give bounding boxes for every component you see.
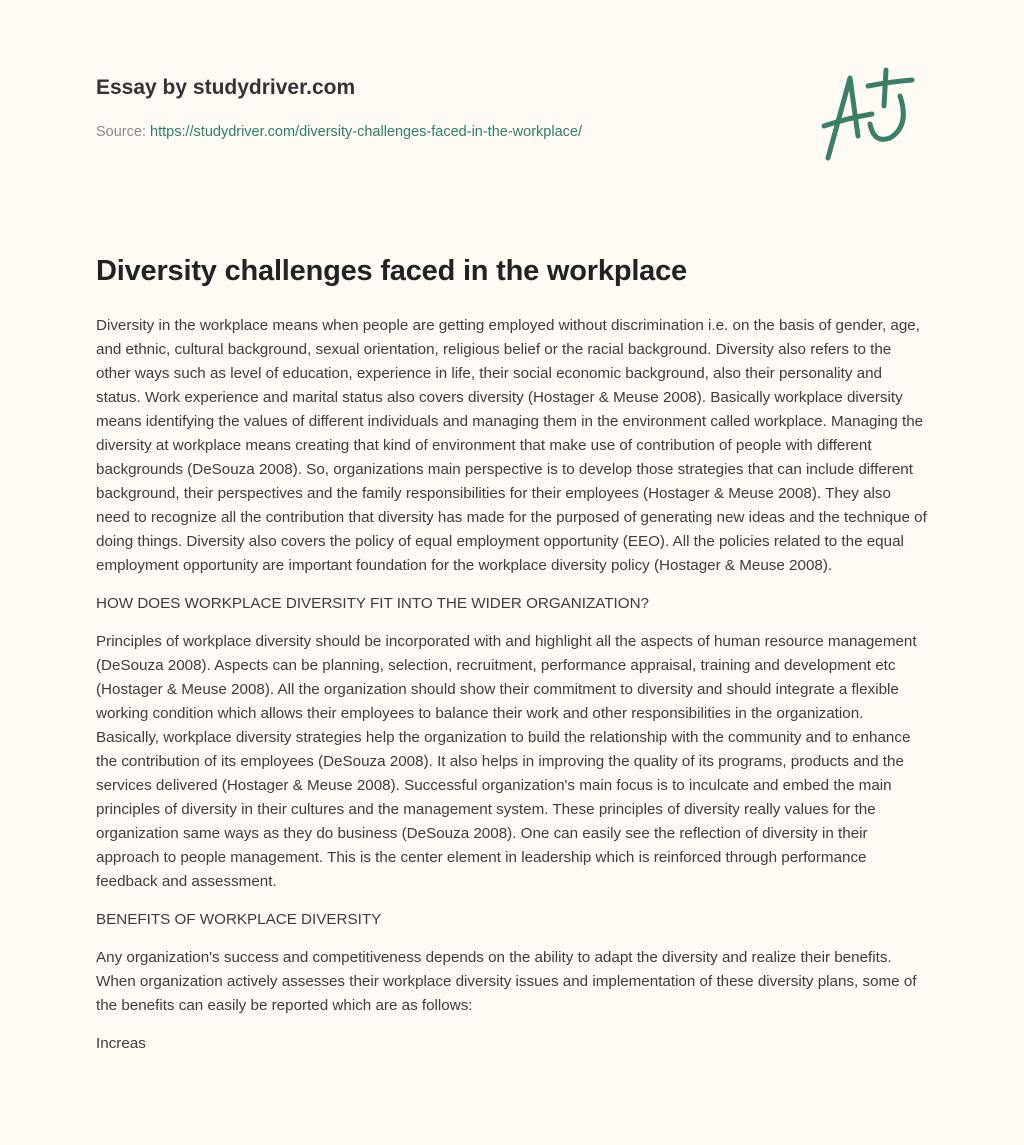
paragraph-benefits: Any organization's success and competitiveness depends on the ability to adapt the diversity and realize their benefits. When organization actively assesses their workplace diversity issues and implementation of these diversity plans, some of the benefits can easily be reported which are as follows: <box>96 949 917 1014</box>
paragraph-truncated: Increas <box>96 1035 146 1052</box>
a-plus-logo-icon <box>818 66 928 166</box>
essay-body <box>96 255 928 1070</box>
source-link[interactable]: https://studydriver.com/diversity-challenges-faced-in-the-workplace/ <box>150 124 582 140</box>
essay-title: Diversity challenges faced in the workplace <box>96 255 687 287</box>
source-label: Source: <box>96 124 146 140</box>
paragraph-principles: Principles of workplace diversity should be incorporated with and highlight all the aspects of human resource management (DeSouza 2008). Aspects can be planning, selection, recruitment, performance appraisal, training and development etc (Hostager & Meuse 2008). All the organization should show their commitment to diversity and should integrate a flexible working condition which allows their employees to balance their work and other responsibilities in the organization. Basically, workplace diversity strategies help the organization to build the relationship with the community and to enhance the contribution of its employees (DeSouza 2008). It also helps in improving the quality of its programs, products and the services delivered (Hostager & Meuse 2008). Successful organization's main focus is to inculcate and embed the main principles of diversity in their cultures and the management system. These principles of diversity really values for the organization same ways as they do business (DeSouza 2008). One can easily see the reflection of diversity in their approach to people management. This is the center element in leadership which is reinforced through performance feedback and assessment. <box>96 633 917 890</box>
brand-title: Essay by studydriver.com <box>96 76 356 99</box>
section-heading-benefits: BENEFITS OF WORKPLACE DIVERSITY <box>96 911 382 928</box>
section-heading-fit: HOW DOES WORKPLACE DIVERSITY FIT INTO THE WIDER ORGANIZATION? <box>96 595 649 612</box>
essay-header <box>96 76 926 140</box>
source-line <box>96 124 926 140</box>
paragraph-intro: Diversity in the workplace means when people are getting employed without discrimination i.e. on the basis of gender, age, and ethnic, cultural background, sexual orientation, religious belief or the racial background. Diversity also refers to the other ways such as level of education, experience in life, their social economic background, also their personality and status. Work experience and marital status also covers diversity (Hostager & Meuse 2008). Basically workplace diversity means identifying the values of different individuals and managing them in the environment called workplace. Managing the diversity at workplace means creating that kind of environment that make use of contribution of people with different backgrounds (DeSouza 2008). So, organizations main perspective is to develop those strategies that can include different background, their perspectives and the family responsibilities for their employees (Hostager & Meuse 2008). They also need to recognize all the contribution that diversity has made for the purposed of generating new ideas and the technique of doing things. Diversity also covers the policy of equal employment opportunity (EEO). All the policies related to the equal employment opportunity are important foundation for the workplace diversity policy (Hostager & Meuse 2008). <box>96 317 927 574</box>
